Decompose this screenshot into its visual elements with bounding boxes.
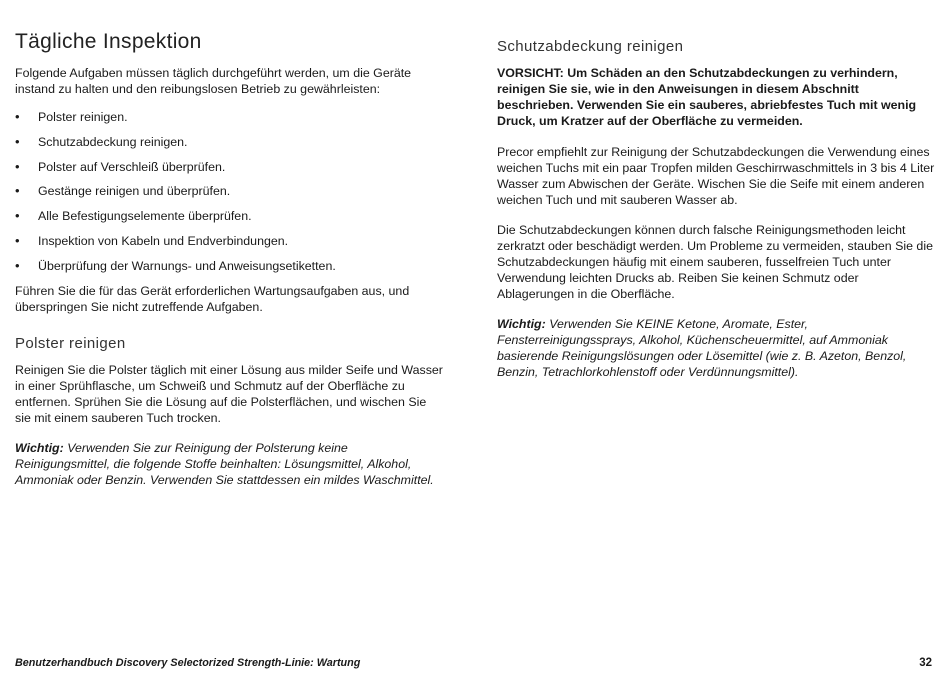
list-item: • Schutzabdeckung reinigen. [15,133,188,149]
left-column [15,30,445,488]
list-item: • Überprüfung der Warnungs- und Anweisungsetiketten. [15,257,336,273]
bullet-icon: • [15,208,20,224]
important-note-schutzabdeckung [497,316,935,380]
bullet-icon: • [15,158,20,174]
bullet-icon: • [15,232,20,248]
note-label: Wichtig: [15,440,64,455]
bullet-icon: • [15,183,20,199]
important-note-polster [15,440,445,488]
footer-title: Benutzerhandbuch Discovery Selectorized Strength-Linie: Wartung [15,657,361,669]
daily-task-list [15,109,445,274]
scratch-paragraph: Die Schutzabdeckungen können durch falsche Reinigungsmethoden leicht zerkratzt oder beschädigt werden. Um Probleme zu vermeiden, stauben Sie die Schutzabdeckungen häufig mit einem sauberen, fusselfreien Tuch unter Verwendung leichten Drucks ab. Reiben Sie keinen Schmutz oder Ablagerungen in die Oberfläche. [497,223,933,301]
intro-paragraph: Folgende Aufgaben müssen täglich durchgeführt werden, um die Geräte instand zu halten und den reibungslosen Betrieb zu gewährleisten: [15,66,412,96]
section-title-polster: Polster reinigen [15,334,126,352]
note-text: Verwenden Sie zur Reinigung der Polsterung keine Reinigungsmittel, die folgende Stoffe beinhalten: Lösungsmittel, Alkohol, Ammoniak oder Benzin. Verwenden Sie stattdessen ein mildes Waschmittel. [15,440,434,487]
list-item: • Polster auf Verschleiß überprüfen. [15,158,226,174]
right-column [497,38,935,380]
list-item: • Inspektion von Kabeln und Endverbindungen. [15,232,289,248]
list-item: • Gestänge reinigen und überprüfen. [15,183,231,199]
page-number: 32 [919,657,932,669]
polster-paragraph: Reinigen Sie die Polster täglich mit einer Lösung aus milder Seife und Wasser in einer Sprühflasche, um Schweiß und Schmutz auf der Oberfläche zu entfernen. Sprühen Sie die Lösung auf die Polsterflächen, und wischen Sie sie mit einem sauberen Tuch trocken. [15,362,443,425]
cleaning-paragraph: Precor empfiehlt zur Reinigung der Schutzabdeckungen die Verwendung eines weichen Tuchs mit ein paar Tropfen milden Geschirrwaschmittels in 3 bis 4 Liter Wasser zum Abwischen der Geräte. Wischen Sie die Seife mit einem anderen weichen Tuch und mit sauberen Wasser ab. [497,145,935,207]
note-text: Verwenden Sie KEINE Ketone, Aromate, Ester, Fensterreinigungssprays, Alkohol, Küchenscheuermittel, auf Ammoniak basierende Reinigungslösungen oder Lösemittel (wie z. B. Azeton, Benzol, Benzin, Tetrachlorkohlenstoff oder Verdünnungsmittel). [497,317,907,379]
closing-paragraph: Führen Sie die für das Gerät erforderlichen Wartungsaufgaben aus, und überspringen Sie nicht zutreffende Aufgaben. [15,283,410,314]
bullet-icon: • [15,133,20,149]
caution-paragraph: VORSICHT: Um Schäden an den Schutzabdeckungen zu verhindern, reinigen Sie sie, wie in den Anweisungen in diesem Abschnitt beschrieben. Verwenden Sie ein sauberes, abriebfestes Tuch mit wenig Druck, um Kratzer auf der Oberfläche zu vermeiden. [497,66,917,128]
page-title: Tägliche Inspektion [15,30,202,53]
list-item: • Alle Befestigungselemente überprüfen. [15,208,252,224]
bullet-icon: • [15,257,20,273]
note-label: Wichtig: [497,317,546,331]
list-item: • Polster reinigen. [15,109,128,124]
section-title-schutzabdeckung: Schutzabdeckung reinigen [497,38,684,55]
page-footer [15,657,932,669]
bullet-icon: • [15,109,20,124]
